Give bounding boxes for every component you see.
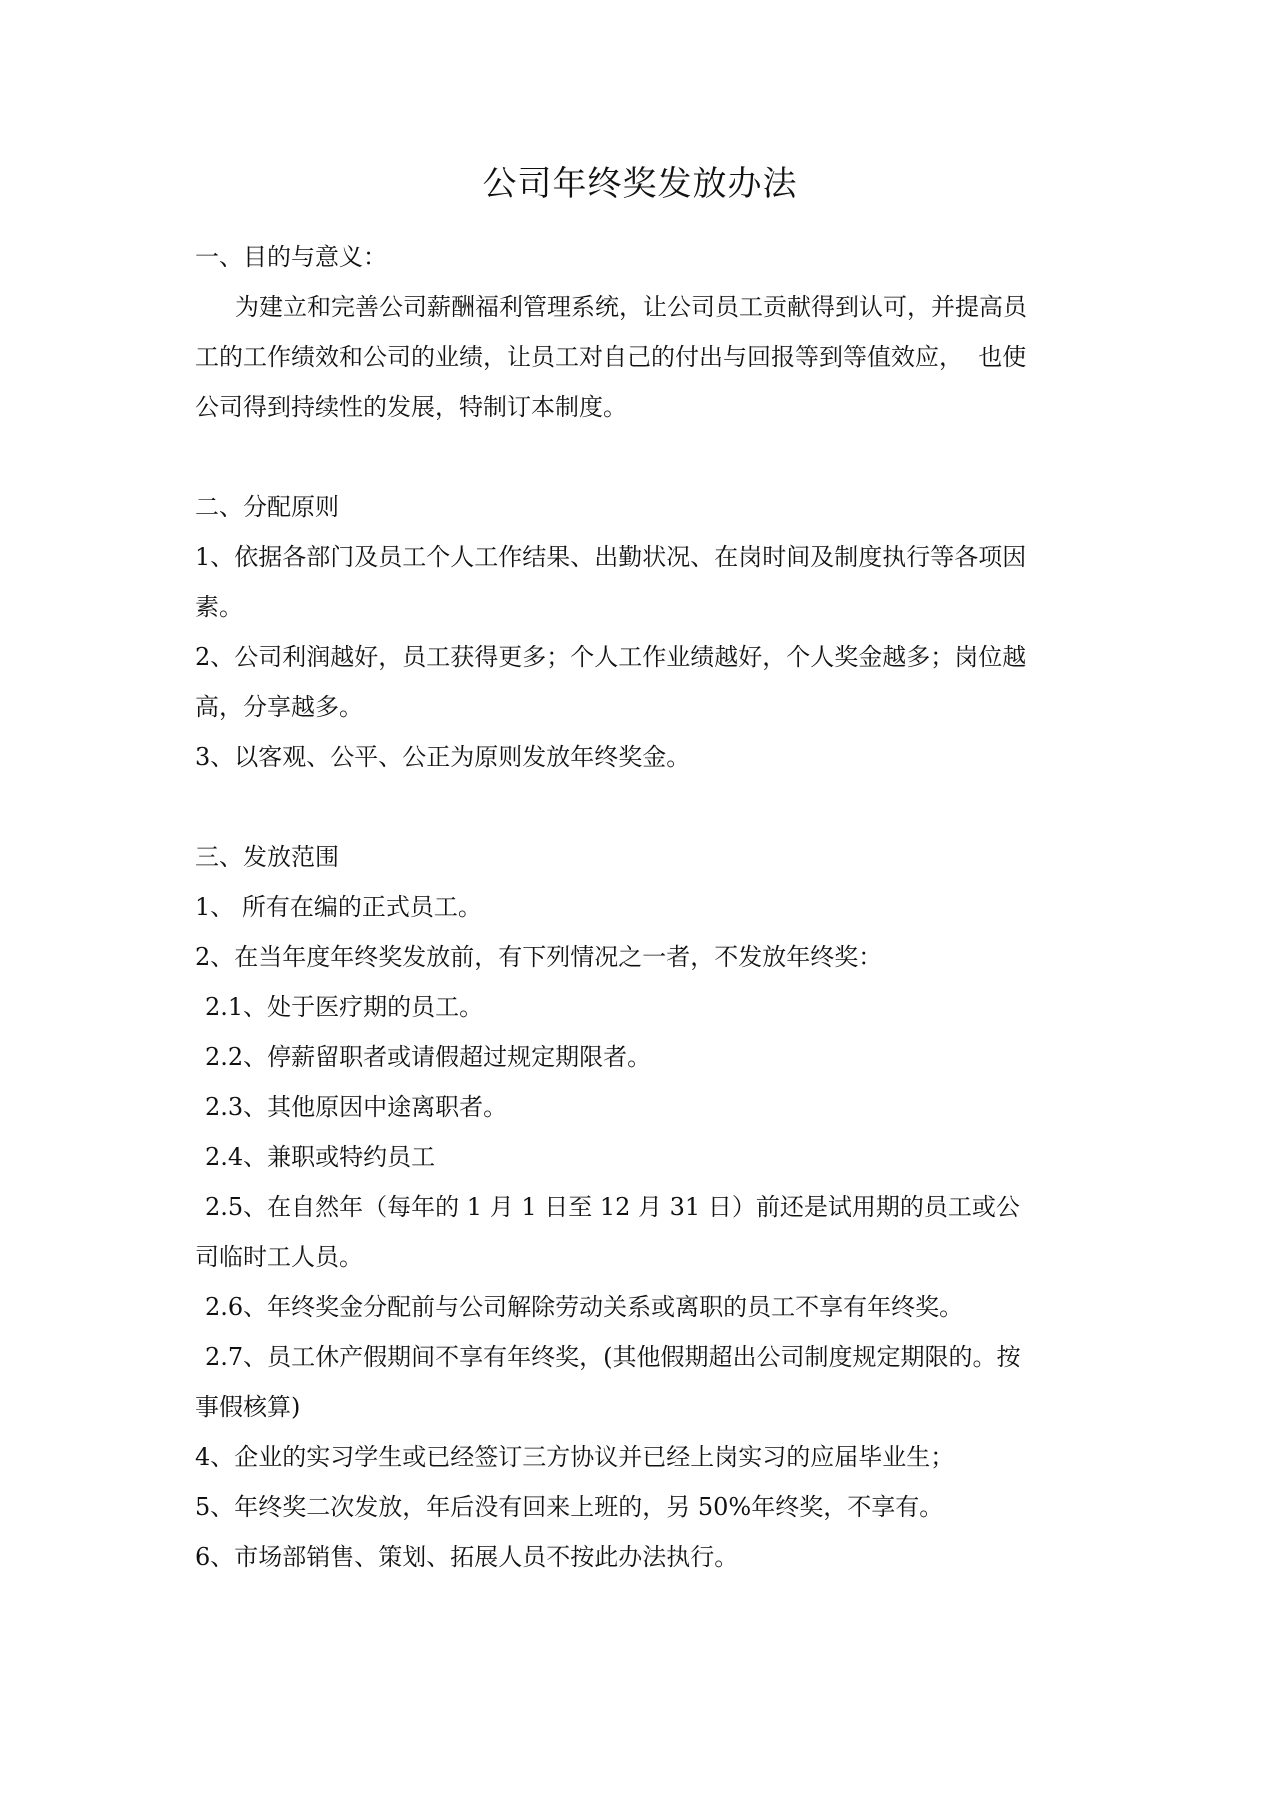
paragraph-gap xyxy=(195,432,1095,482)
section-3-sub-item: 2.6、年终奖金分配前与公司解除劳动关系或离职的员工不享有年终奖。 xyxy=(205,1293,964,1321)
section-3-continuation: 事假核算) xyxy=(195,1393,301,1421)
section-2-line: 1、依据各部门及员工个人工作结果、出勤状况、在岗时间及制度执行等各项因 xyxy=(195,543,1027,571)
section-2-line: 素。 xyxy=(195,593,243,621)
section-1-line: 为建立和完善公司薪酬福利管理系统，让公司员工贡献得到认可，并提高员 xyxy=(235,293,1027,321)
section-2-line: 3、以客观、公平、公正为原则发放年终奖金。 xyxy=(195,743,691,771)
section-3-line: 4、企业的实习学生或已经签订三方协议并已经上岗实习的应届毕业生； xyxy=(195,1443,955,1471)
section-3-continuation: 司临时工人员。 xyxy=(195,1243,363,1271)
section-3-sub-item: 2.3、其他原因中途离职者。 xyxy=(205,1093,508,1121)
paragraph-gap xyxy=(195,782,1095,832)
section-3-sub-item: 2.7、员工休产假期间不享有年终奖，(其他假期超出公司制度规定期限的。按 xyxy=(205,1343,1021,1371)
section-3-line: 5、年终奖二次发放，年后没有回来上班的，另 50%年终奖，不享有。 xyxy=(195,1493,944,1521)
section-3-sub-item: 2.4、兼职或特约员工 xyxy=(205,1143,436,1171)
section-2-heading: 二、分配原则 xyxy=(195,493,339,521)
document-title: 公司年终奖发放办法 xyxy=(482,164,798,204)
section-1-line: 工的工作绩效和公司的业绩，让员工对自己的付出与回报等到等值效应， 也使 xyxy=(195,343,1027,371)
section-2-line: 高，分享越多。 xyxy=(195,693,363,721)
section-3-line: 2、在当年度年终奖发放前，有下列情况之一者，不发放年终奖： xyxy=(195,943,883,971)
section-3-sub-item: 2.5、在自然年（每年的 1 月 1 日至 12 月 31 日）前还是试用期的员工或公 xyxy=(205,1193,1020,1221)
section-3-sub-item: 2.2、停薪留职者或请假超过规定期限者。 xyxy=(205,1043,652,1071)
section-1-line: 公司得到持续性的发展，特制订本制度。 xyxy=(195,393,627,421)
section-3-line: 1、 所有在编的正式员工。 xyxy=(195,893,482,921)
section-1-heading: 一、目的与意义： xyxy=(195,243,387,271)
document-body xyxy=(195,232,1095,1582)
section-2-line: 2、公司利润越好，员工获得更多；个人工作业绩越好，个人奖金越多；岗位越 xyxy=(195,643,1027,671)
section-3-line: 6、市场部销售、策划、拓展人员不按此办法执行。 xyxy=(195,1543,739,1571)
section-3-sub-item: 2.1、处于医疗期的员工。 xyxy=(205,993,484,1021)
section-3-heading: 三、发放范围 xyxy=(195,843,339,871)
